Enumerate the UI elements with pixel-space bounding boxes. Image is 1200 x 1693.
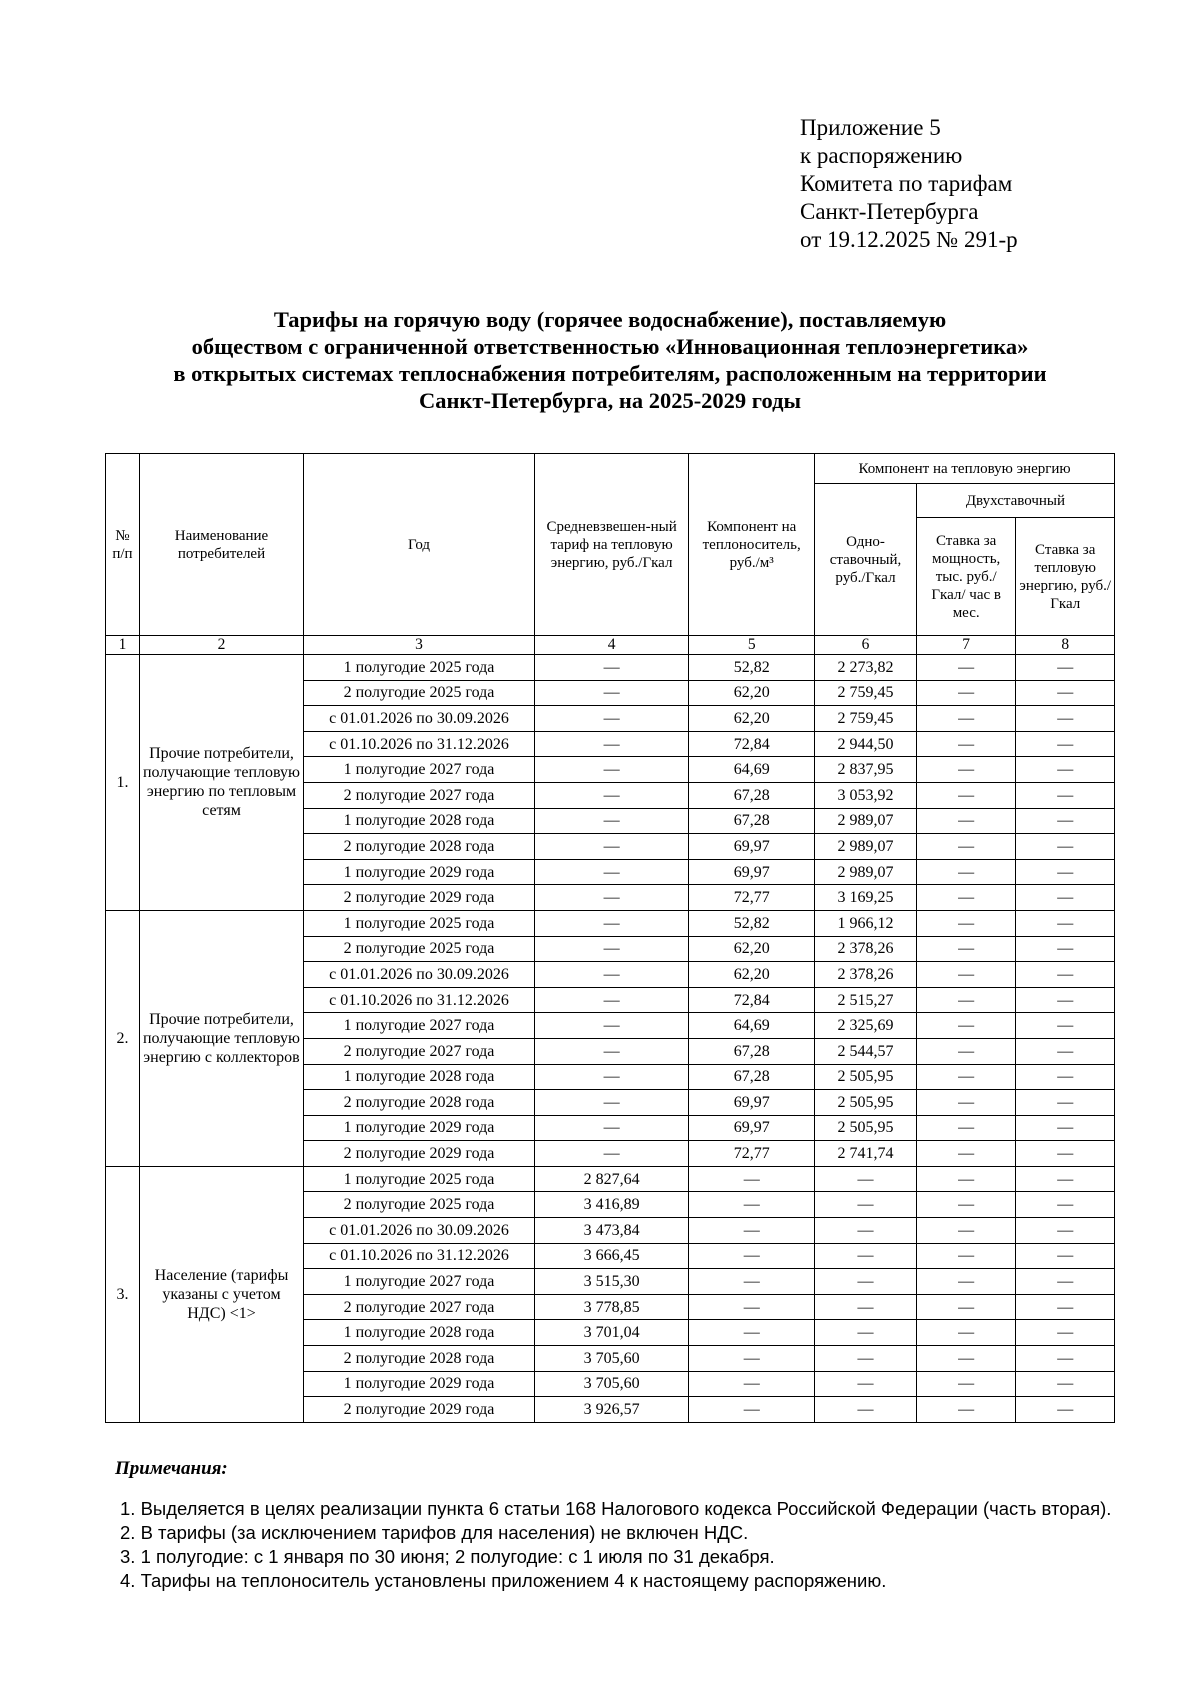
notes-title: Примечания:: [115, 1458, 228, 1479]
year-cell: 2 полугодие 2025 года: [304, 680, 535, 706]
carrier-cell: 69,97: [689, 1090, 815, 1116]
column-number: 4: [534, 636, 688, 655]
capacity-rate-cell: —: [916, 936, 1016, 962]
single-rate-cell: 2 759,45: [815, 680, 917, 706]
avg-tariff-cell: 3 705,60: [534, 1346, 688, 1372]
capacity-rate-cell: —: [916, 1115, 1016, 1141]
carrier-cell: 69,97: [689, 834, 815, 860]
carrier-cell: 67,28: [689, 808, 815, 834]
capacity-rate-cell: —: [916, 987, 1016, 1013]
avg-tariff-cell: —: [534, 1013, 688, 1039]
carrier-cell: —: [689, 1294, 815, 1320]
header-single-rate: Одно-ставочный, руб./Гкал: [815, 484, 917, 636]
avg-tariff-cell: 3 926,57: [534, 1397, 688, 1423]
avg-tariff-cell: —: [534, 1115, 688, 1141]
note-item: 3. 1 полугодие: с 1 января по 30 июня; 2 полугодие: с 1 июля по 31 декабря.: [120, 1546, 775, 1567]
avg-tariff-cell: —: [534, 885, 688, 911]
avg-tariff-cell: —: [534, 962, 688, 988]
single-rate-cell: 2 505,95: [815, 1064, 917, 1090]
capacity-rate-cell: —: [916, 1064, 1016, 1090]
capacity-rate-cell: —: [916, 834, 1016, 860]
avg-tariff-cell: 3 473,84: [534, 1218, 688, 1244]
avg-tariff-cell: —: [534, 808, 688, 834]
year-cell: с 01.10.2026 по 31.12.2026: [304, 731, 535, 757]
title-line: Тарифы на горячую воду (горячее водоснабжение), поставляемую: [273, 307, 947, 332]
energy-rate-cell: —: [1016, 1269, 1115, 1295]
header-num: № п/п: [106, 454, 140, 636]
single-rate-cell: 2 505,95: [815, 1090, 917, 1116]
document-title: [120, 306, 1100, 414]
carrier-cell: 64,69: [689, 1013, 815, 1039]
year-cell: с 01.10.2026 по 31.12.2026: [304, 987, 535, 1013]
capacity-rate-cell: —: [916, 706, 1016, 732]
avg-tariff-cell: —: [534, 859, 688, 885]
energy-rate-cell: —: [1016, 1294, 1115, 1320]
energy-rate-cell: —: [1016, 834, 1115, 860]
single-rate-cell: —: [815, 1346, 917, 1372]
header-heat-component: Компонент на тепловую энергию: [815, 454, 1115, 484]
year-cell: 2 полугодие 2027 года: [304, 1294, 535, 1320]
energy-rate-cell: —: [1016, 1141, 1115, 1167]
appendix-line: Приложение 5: [800, 115, 941, 140]
single-rate-cell: —: [815, 1218, 917, 1244]
energy-rate-cell: —: [1016, 706, 1115, 732]
avg-tariff-cell: —: [534, 910, 688, 936]
energy-rate-cell: —: [1016, 962, 1115, 988]
single-rate-cell: —: [815, 1269, 917, 1295]
consumer-name: Население (тарифы указаны с учетом НДС) <1>: [139, 1166, 303, 1422]
energy-rate-cell: —: [1016, 936, 1115, 962]
avg-tariff-cell: 3 778,85: [534, 1294, 688, 1320]
year-cell: 1 полугодие 2027 года: [304, 1269, 535, 1295]
avg-tariff-cell: 3 416,89: [534, 1192, 688, 1218]
avg-tariff-cell: —: [534, 1090, 688, 1116]
column-number: 2: [139, 636, 303, 655]
energy-rate-cell: —: [1016, 655, 1115, 681]
capacity-rate-cell: —: [916, 731, 1016, 757]
energy-rate-cell: —: [1016, 987, 1115, 1013]
avg-tariff-cell: 3 515,30: [534, 1269, 688, 1295]
year-cell: с 01.01.2026 по 30.09.2026: [304, 962, 535, 988]
table-row: [106, 655, 1115, 681]
year-cell: 2 полугодие 2025 года: [304, 936, 535, 962]
energy-rate-cell: —: [1016, 1243, 1115, 1269]
energy-rate-cell: —: [1016, 1090, 1115, 1116]
year-cell: 2 полугодие 2025 года: [304, 1192, 535, 1218]
header-energy-rate: Ставка за тепловую энергию, руб./Гкал: [1016, 518, 1115, 636]
capacity-rate-cell: —: [916, 1346, 1016, 1372]
energy-rate-cell: —: [1016, 1218, 1115, 1244]
single-rate-cell: 2 544,57: [815, 1038, 917, 1064]
appendix-line: Санкт-Петербурга: [800, 199, 979, 224]
title-line: обществом с ограниченной ответственностью «Инновационная теплоэнергетика»: [191, 334, 1029, 359]
energy-rate-cell: —: [1016, 1371, 1115, 1397]
notes-list: [120, 1497, 1111, 1593]
avg-tariff-cell: 3 666,45: [534, 1243, 688, 1269]
capacity-rate-cell: —: [916, 655, 1016, 681]
carrier-cell: —: [689, 1243, 815, 1269]
year-cell: 1 полугодие 2029 года: [304, 859, 535, 885]
carrier-cell: 52,82: [689, 910, 815, 936]
avg-tariff-cell: —: [534, 1064, 688, 1090]
single-rate-cell: 2 378,26: [815, 936, 917, 962]
appendix-line: Комитета по тарифам: [800, 171, 1013, 196]
avg-tariff-cell: —: [534, 782, 688, 808]
year-cell: 1 полугодие 2028 года: [304, 1064, 535, 1090]
single-rate-cell: 2 989,07: [815, 859, 917, 885]
column-number: 3: [304, 636, 535, 655]
avg-tariff-cell: —: [534, 706, 688, 732]
avg-tariff-cell: —: [534, 987, 688, 1013]
year-cell: 1 полугодие 2025 года: [304, 910, 535, 936]
single-rate-cell: 2 515,27: [815, 987, 917, 1013]
column-number-row: [106, 636, 1115, 655]
single-rate-cell: —: [815, 1371, 917, 1397]
capacity-rate-cell: —: [916, 859, 1016, 885]
single-rate-cell: 2 273,82: [815, 655, 917, 681]
single-rate-cell: 2 989,07: [815, 808, 917, 834]
avg-tariff-cell: —: [534, 757, 688, 783]
appendix-line: от 19.12.2025 № 291-р: [800, 227, 1018, 252]
carrier-cell: 62,20: [689, 706, 815, 732]
energy-rate-cell: —: [1016, 1115, 1115, 1141]
capacity-rate-cell: —: [916, 885, 1016, 911]
carrier-cell: 72,77: [689, 1141, 815, 1167]
year-cell: 2 полугодие 2027 года: [304, 1038, 535, 1064]
year-cell: 1 полугодие 2027 года: [304, 757, 535, 783]
column-number: 8: [1016, 636, 1115, 655]
group-number: 2.: [106, 910, 140, 1166]
avg-tariff-cell: —: [534, 1141, 688, 1167]
header-two-rate: Двухставочный: [916, 484, 1114, 518]
carrier-cell: 69,97: [689, 1115, 815, 1141]
energy-rate-cell: —: [1016, 782, 1115, 808]
energy-rate-cell: —: [1016, 859, 1115, 885]
single-rate-cell: —: [815, 1320, 917, 1346]
carrier-cell: —: [689, 1397, 815, 1423]
capacity-rate-cell: —: [916, 782, 1016, 808]
column-number: 5: [689, 636, 815, 655]
header-year: Год: [304, 454, 535, 636]
header-name: Наименование потребителей: [139, 454, 303, 636]
consumer-name: Прочие потребители, получающие тепловую энергию с коллекторов: [139, 910, 303, 1166]
carrier-cell: 62,20: [689, 962, 815, 988]
carrier-cell: —: [689, 1371, 815, 1397]
energy-rate-cell: —: [1016, 1192, 1115, 1218]
year-cell: 2 полугодие 2029 года: [304, 1397, 535, 1423]
year-cell: 2 полугодие 2029 года: [304, 885, 535, 911]
note-item: 4. Тарифы на теплоноситель установлены приложением 4 к настоящему распоряжению.: [120, 1570, 887, 1591]
year-cell: 1 полугодие 2027 года: [304, 1013, 535, 1039]
energy-rate-cell: —: [1016, 1013, 1115, 1039]
capacity-rate-cell: —: [916, 1269, 1016, 1295]
capacity-rate-cell: —: [916, 1397, 1016, 1423]
year-cell: с 01.01.2026 по 30.09.2026: [304, 706, 535, 732]
avg-tariff-cell: —: [534, 936, 688, 962]
carrier-cell: 64,69: [689, 757, 815, 783]
group-number: 3.: [106, 1166, 140, 1422]
capacity-rate-cell: —: [916, 1243, 1016, 1269]
capacity-rate-cell: —: [916, 1166, 1016, 1192]
note-item: 1. Выделяется в целях реализации пункта 6 статьи 168 Налогового кодекса Российской Федерации (часть вторая).: [120, 1498, 1112, 1519]
avg-tariff-cell: 3 705,60: [534, 1371, 688, 1397]
carrier-cell: 69,97: [689, 859, 815, 885]
avg-tariff-cell: —: [534, 731, 688, 757]
energy-rate-cell: —: [1016, 731, 1115, 757]
year-cell: 1 полугодие 2025 года: [304, 1166, 535, 1192]
capacity-rate-cell: —: [916, 1218, 1016, 1244]
avg-tariff-cell: —: [534, 834, 688, 860]
single-rate-cell: —: [815, 1192, 917, 1218]
carrier-cell: 62,20: [689, 936, 815, 962]
single-rate-cell: 3 169,25: [815, 885, 917, 911]
energy-rate-cell: —: [1016, 1038, 1115, 1064]
group-number: 1.: [106, 655, 140, 911]
carrier-cell: 52,82: [689, 655, 815, 681]
column-number: 1: [106, 636, 140, 655]
title-line: в открытых системах теплоснабжения потребителям, расположенным на территории: [173, 361, 1047, 386]
avg-tariff-cell: —: [534, 1038, 688, 1064]
year-cell: 2 полугодие 2028 года: [304, 834, 535, 860]
year-cell: 2 полугодие 2027 года: [304, 782, 535, 808]
capacity-rate-cell: —: [916, 1294, 1016, 1320]
year-cell: 1 полугодие 2029 года: [304, 1371, 535, 1397]
single-rate-cell: 2 837,95: [815, 757, 917, 783]
tariff-table: [105, 453, 1115, 1423]
carrier-cell: 67,28: [689, 1064, 815, 1090]
column-number: 6: [815, 636, 917, 655]
capacity-rate-cell: —: [916, 910, 1016, 936]
single-rate-cell: —: [815, 1294, 917, 1320]
capacity-rate-cell: —: [916, 1141, 1016, 1167]
single-rate-cell: 3 053,92: [815, 782, 917, 808]
header-avg-tariff: Средневзвешен-ный тариф на тепловую энергию, руб./Гкал: [534, 454, 688, 636]
carrier-cell: 72,84: [689, 731, 815, 757]
year-cell: с 01.10.2026 по 31.12.2026: [304, 1243, 535, 1269]
single-rate-cell: 2 989,07: [815, 834, 917, 860]
capacity-rate-cell: —: [916, 962, 1016, 988]
carrier-cell: 72,84: [689, 987, 815, 1013]
carrier-cell: 67,28: [689, 1038, 815, 1064]
capacity-rate-cell: —: [916, 680, 1016, 706]
carrier-cell: 62,20: [689, 680, 815, 706]
capacity-rate-cell: —: [916, 1320, 1016, 1346]
year-cell: 2 полугодие 2028 года: [304, 1090, 535, 1116]
carrier-cell: 72,77: [689, 885, 815, 911]
column-number: 7: [916, 636, 1016, 655]
energy-rate-cell: —: [1016, 885, 1115, 911]
energy-rate-cell: —: [1016, 1320, 1115, 1346]
title-line: Санкт-Петербурга, на 2025-2029 годы: [418, 388, 802, 413]
single-rate-cell: 2 759,45: [815, 706, 917, 732]
header-capacity-rate: Ставка за мощность, тыс. руб./Гкал/ час в мес.: [916, 518, 1016, 636]
carrier-cell: —: [689, 1346, 815, 1372]
single-rate-cell: 2 325,69: [815, 1013, 917, 1039]
capacity-rate-cell: —: [916, 808, 1016, 834]
energy-rate-cell: —: [1016, 680, 1115, 706]
table-row: [106, 910, 1115, 936]
carrier-cell: 67,28: [689, 782, 815, 808]
avg-tariff-cell: 3 701,04: [534, 1320, 688, 1346]
capacity-rate-cell: —: [916, 1090, 1016, 1116]
single-rate-cell: 2 378,26: [815, 962, 917, 988]
year-cell: 1 полугодие 2029 года: [304, 1115, 535, 1141]
avg-tariff-cell: —: [534, 680, 688, 706]
carrier-cell: —: [689, 1192, 815, 1218]
capacity-rate-cell: —: [916, 757, 1016, 783]
note-item: 2. В тарифы (за исключением тарифов для населения) не включен НДС.: [120, 1522, 749, 1543]
year-cell: 1 полугодие 2028 года: [304, 808, 535, 834]
carrier-cell: —: [689, 1320, 815, 1346]
single-rate-cell: —: [815, 1166, 917, 1192]
year-cell: 2 полугодие 2029 года: [304, 1141, 535, 1167]
energy-rate-cell: —: [1016, 1397, 1115, 1423]
carrier-cell: —: [689, 1218, 815, 1244]
single-rate-cell: 1 966,12: [815, 910, 917, 936]
energy-rate-cell: —: [1016, 1064, 1115, 1090]
year-cell: с 01.01.2026 по 30.09.2026: [304, 1218, 535, 1244]
energy-rate-cell: —: [1016, 808, 1115, 834]
energy-rate-cell: —: [1016, 910, 1115, 936]
capacity-rate-cell: —: [916, 1038, 1016, 1064]
single-rate-cell: —: [815, 1243, 917, 1269]
avg-tariff-cell: 2 827,64: [534, 1166, 688, 1192]
capacity-rate-cell: —: [916, 1192, 1016, 1218]
avg-tariff-cell: —: [534, 655, 688, 681]
single-rate-cell: 2 944,50: [815, 731, 917, 757]
capacity-rate-cell: —: [916, 1371, 1016, 1397]
single-rate-cell: 2 505,95: [815, 1115, 917, 1141]
appendix-block: [800, 114, 1018, 254]
energy-rate-cell: —: [1016, 1346, 1115, 1372]
header-carrier-component: Компонент на теплоноситель, руб./м³: [689, 454, 815, 636]
carrier-cell: —: [689, 1269, 815, 1295]
energy-rate-cell: —: [1016, 1166, 1115, 1192]
single-rate-cell: 2 741,74: [815, 1141, 917, 1167]
appendix-line: к распоряжению: [800, 143, 963, 168]
capacity-rate-cell: —: [916, 1013, 1016, 1039]
table-row: [106, 1166, 1115, 1192]
energy-rate-cell: —: [1016, 757, 1115, 783]
year-cell: 1 полугодие 2028 года: [304, 1320, 535, 1346]
carrier-cell: —: [689, 1166, 815, 1192]
consumer-name: Прочие потребители, получающие тепловую энергию по тепловым сетям: [139, 655, 303, 911]
year-cell: 2 полугодие 2028 года: [304, 1346, 535, 1372]
year-cell: 1 полугодие 2025 года: [304, 655, 535, 681]
single-rate-cell: —: [815, 1397, 917, 1423]
